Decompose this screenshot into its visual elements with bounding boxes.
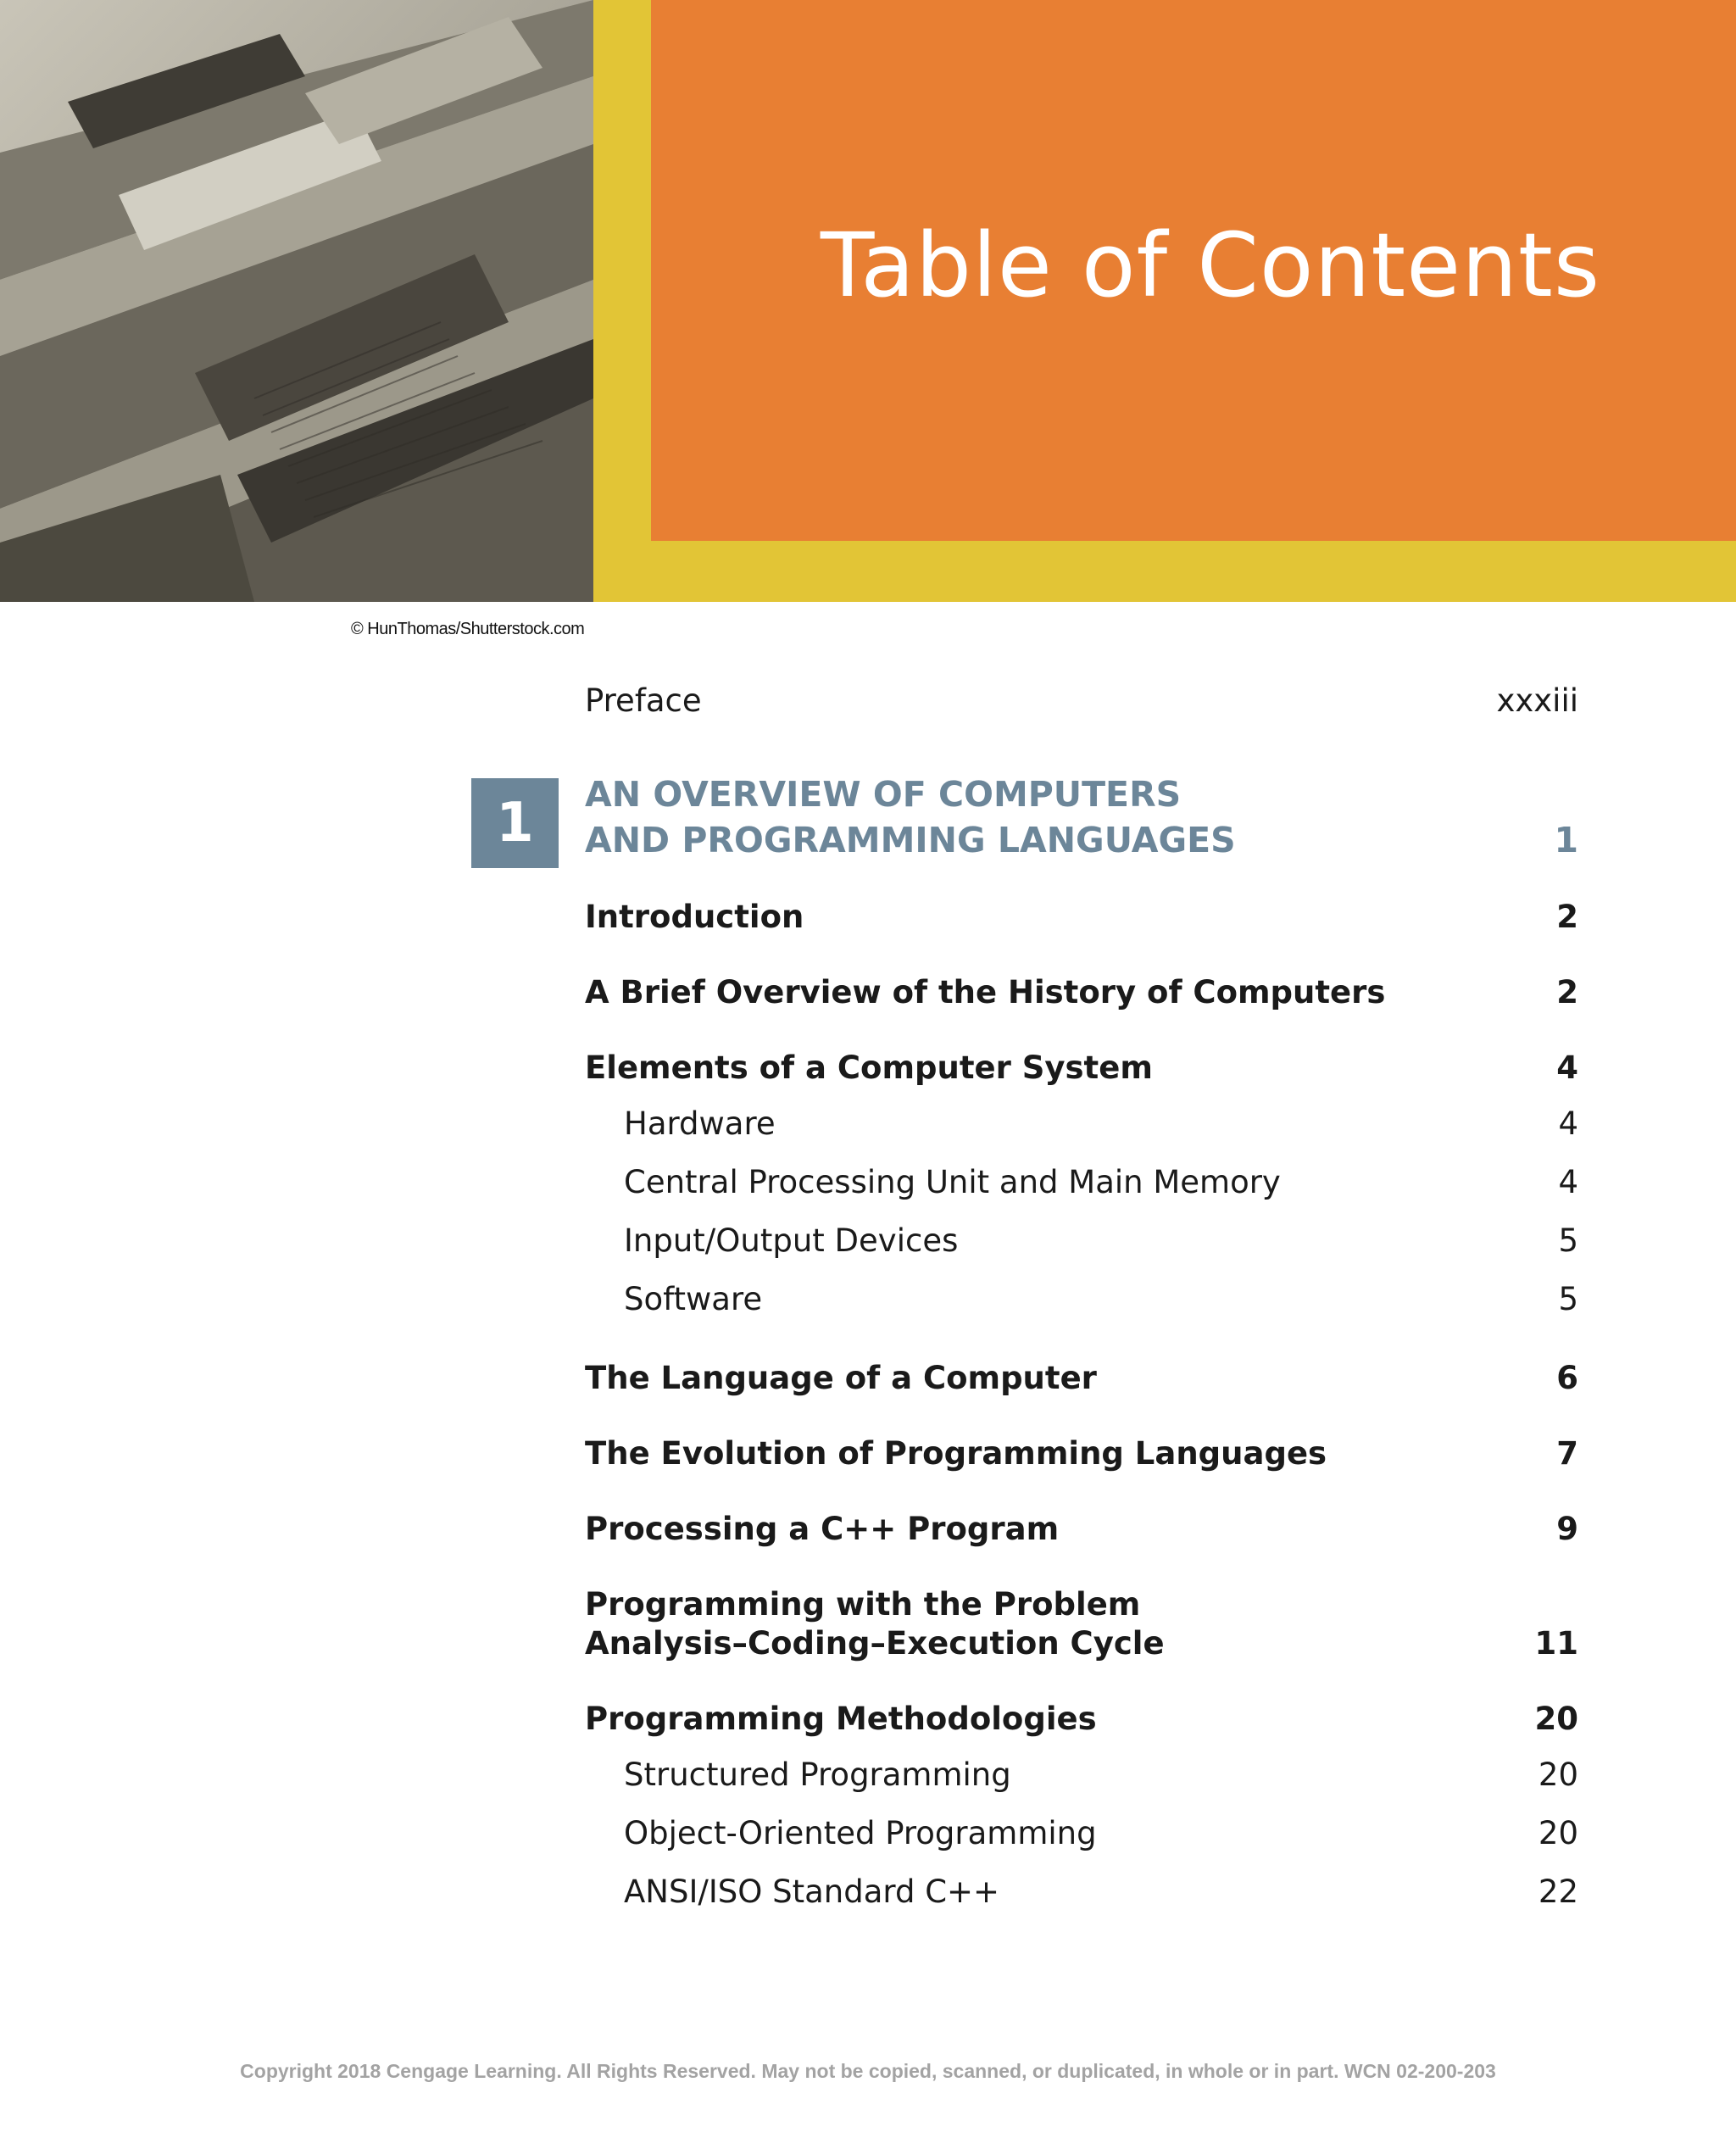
toc-page: 6 (1556, 1360, 1578, 1396)
toc-label: Analysis–Coding–Execution Cycle (585, 1625, 1165, 1662)
orange-title-panel (651, 0, 1736, 541)
toc-label: Central Processing Unit and Main Memory (624, 1164, 1281, 1200)
toc-label: Hardware (624, 1105, 776, 1142)
toc-row (585, 1621, 1578, 1672)
toc-label: Programming Methodologies (585, 1701, 1097, 1737)
toc-page: 20 (1534, 1701, 1578, 1737)
toc-row (585, 1045, 1578, 1096)
toc-page: 11 (1534, 1625, 1578, 1662)
toc-label: Object-Oriented Programming (624, 1815, 1097, 1851)
toc-page: 22 (1538, 1873, 1578, 1910)
toc-row (585, 970, 1578, 1021)
chapter-title (585, 771, 1236, 863)
toc-label: Introduction (585, 899, 804, 935)
toc-label: Elements of a Computer System (585, 1049, 1153, 1086)
toc-row-sub (585, 1101, 1578, 1152)
toc-row (585, 1506, 1578, 1557)
building-photo (0, 0, 593, 602)
toc-page: 20 (1538, 1815, 1578, 1851)
chapter-title-line-1: AN OVERVIEW OF COMPUTERS (585, 774, 1182, 815)
chapter-title-line-2: AND PROGRAMMING LANGUAGES (585, 820, 1236, 860)
toc-row-preface (585, 678, 1578, 729)
toc-row-sub (585, 1811, 1578, 1862)
toc-page: 4 (1558, 1164, 1578, 1200)
toc-label: The Language of a Computer (585, 1360, 1097, 1396)
chapter-page-number: 1 (1554, 820, 1578, 860)
toc-label: A Brief Overview of the History of Computers (585, 974, 1386, 1010)
toc-page: 4 (1558, 1105, 1578, 1142)
toc-label: The Evolution of Programming Languages (585, 1435, 1327, 1472)
header-banner (0, 0, 1736, 604)
toc-page: 5 (1558, 1222, 1578, 1259)
toc-row-sub (585, 1869, 1578, 1920)
toc-label: ANSI/ISO Standard C++ (624, 1873, 1000, 1910)
toc-page: 9 (1556, 1511, 1578, 1547)
toc-label: Preface (585, 682, 702, 719)
toc-label: Input/Output Devices (624, 1222, 959, 1259)
toc-label: Programming with the Problem (585, 1586, 1141, 1623)
toc-row (585, 894, 1578, 945)
toc-row-sub (585, 1277, 1578, 1328)
toc-row (585, 1696, 1578, 1747)
toc-page: 20 (1538, 1757, 1578, 1793)
toc-page: 7 (1556, 1435, 1578, 1472)
page-title: Table of Contents (820, 214, 1600, 317)
toc-row (585, 1431, 1578, 1482)
toc-label: Structured Programming (624, 1757, 1011, 1793)
photo-credit: © HunThomas/Shutterstock.com (351, 620, 585, 638)
toc-page: 2 (1556, 974, 1578, 1010)
toc-label: Processing a C++ Program (585, 1511, 1060, 1547)
chapter-number-badge: 1 (471, 778, 559, 868)
toc-page: 4 (1556, 1049, 1578, 1086)
toc-label: Software (624, 1281, 763, 1317)
copyright-footer: Copyright 2018 Cengage Learning. All Rights Reserved. May not be copied, scanned, or duplicated, in whole or in part. WCN 02-200-203 (240, 2060, 1496, 2082)
toc-row-sub (585, 1752, 1578, 1803)
toc-page: xxxiii (1496, 682, 1578, 719)
toc-page: 2 (1556, 899, 1578, 935)
building-facade-image (0, 0, 593, 602)
toc-row-sub (585, 1160, 1578, 1211)
toc-row (585, 1356, 1578, 1406)
toc-row-sub (585, 1218, 1578, 1269)
toc-page: 5 (1558, 1281, 1578, 1317)
